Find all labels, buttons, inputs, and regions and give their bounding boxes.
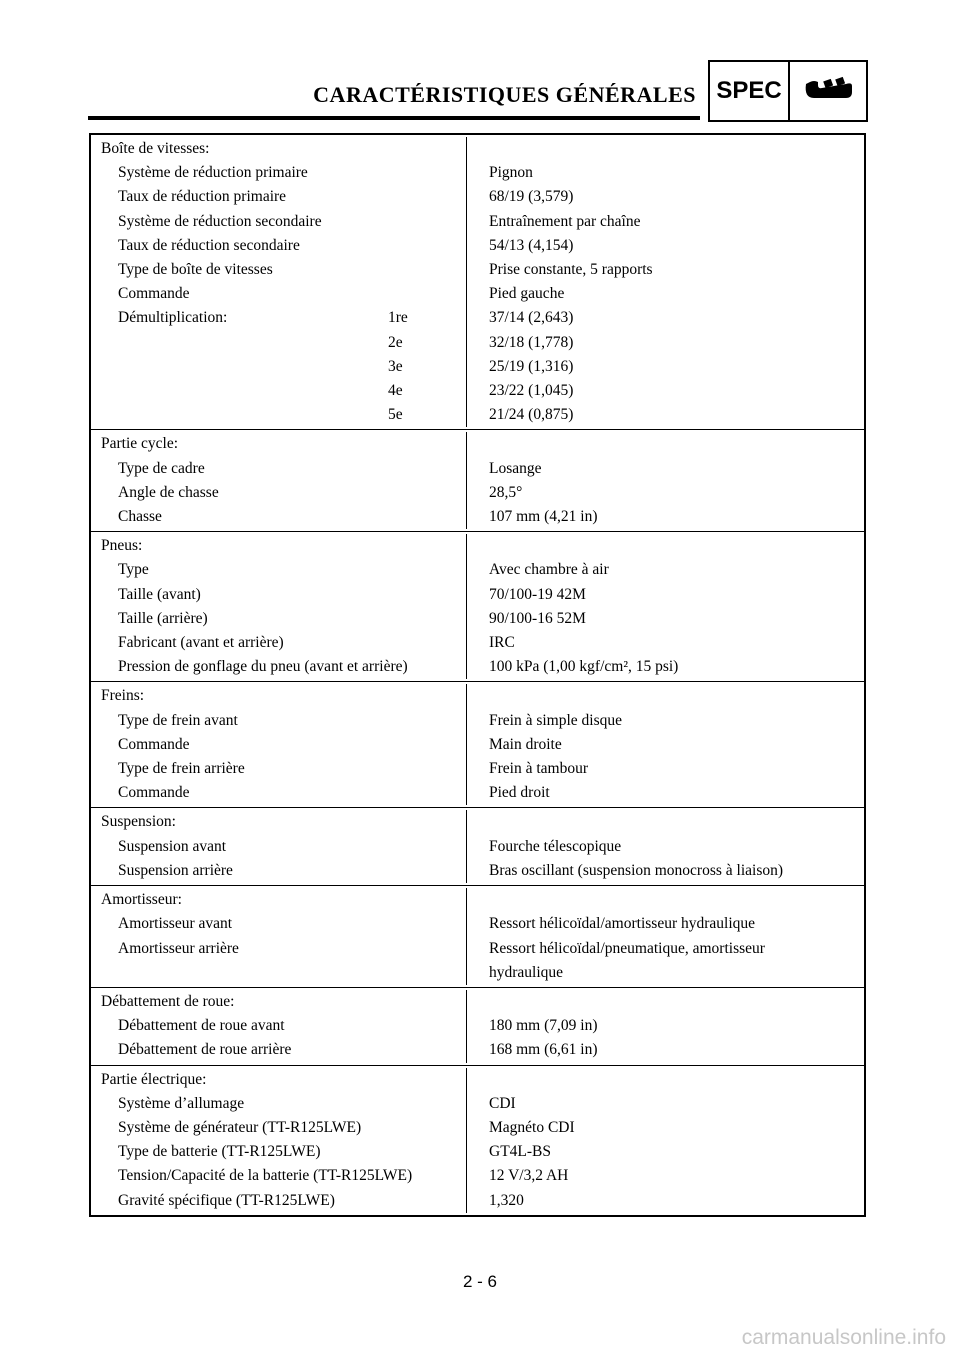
spec-section (91, 1065, 864, 1215)
spec-row (91, 505, 864, 529)
watermark: carmanualsonline.info (741, 1326, 946, 1349)
section-heading-cell (91, 888, 467, 912)
spec-row (91, 558, 864, 582)
spec-value: 12 V/3,2 AH (489, 1167, 569, 1185)
gear-label (388, 781, 466, 805)
spec-label-cell (91, 1092, 467, 1116)
spec-label-cell (91, 481, 467, 505)
spec-label-cell (91, 607, 467, 631)
spec-label-cell (91, 835, 467, 859)
wrench-icon (790, 62, 866, 120)
spec-label: Commande (118, 735, 190, 753)
spec-label-cell (91, 937, 467, 961)
gear-label (388, 481, 466, 505)
gear-label: 5e (388, 406, 403, 424)
spec-value: 21/24 (0,875) (489, 406, 574, 424)
spec-value: 1,320 (489, 1191, 524, 1209)
spec-row (91, 481, 864, 505)
spec-label-cell (91, 282, 467, 306)
spec-label: Pression de gonflage du pneu (avant et arrière) (118, 658, 408, 676)
section-heading: Freins: (101, 687, 145, 705)
spec-label (118, 961, 388, 985)
spec-label: Type de cadre (118, 459, 205, 477)
spec-label-cell (91, 161, 467, 185)
spec-value: 37/14 (2,643) (489, 309, 574, 327)
spec-row (91, 1092, 864, 1116)
spec-label-cell (91, 757, 467, 781)
spec-label: Amortisseur avant (118, 915, 233, 933)
spec-row (91, 403, 864, 427)
empty-value-cell (467, 534, 864, 558)
gear-label (388, 961, 466, 985)
spec-label: SPEC (710, 62, 790, 120)
spec-row (91, 733, 864, 757)
gear-label (388, 631, 466, 655)
spec-value: Ressort hélicoïdal/amortisseur hydraulique (489, 915, 756, 933)
spec-section (91, 885, 864, 987)
spec-label: Angle de chasse (118, 483, 219, 501)
gear-label (388, 1116, 466, 1140)
spec-label-cell (91, 403, 467, 427)
spec-value: Pied gauche (489, 285, 565, 303)
gear-label: 3e (388, 357, 403, 375)
spec-row (91, 234, 864, 258)
spec-row (91, 607, 864, 631)
spec-row (91, 912, 864, 936)
spec-label-cell (91, 258, 467, 282)
gear-label (388, 835, 466, 859)
spec-label-cell (91, 781, 467, 805)
spec-label: Système de réduction secondaire (118, 212, 322, 230)
spec-label (118, 331, 388, 355)
spec-row (91, 757, 864, 781)
section-heading-cell (91, 990, 467, 1014)
section-heading: Suspension: (101, 813, 176, 831)
spec-row (91, 709, 864, 733)
header-rule (88, 116, 700, 120)
gear-label (388, 161, 466, 185)
spec-value: 70/100-19 42M (489, 585, 586, 603)
gear-label (388, 1014, 466, 1038)
gear-label (388, 210, 466, 234)
spec-value: 23/22 (1,045) (489, 382, 574, 400)
spec-label-cell (91, 185, 467, 209)
spec-label: Gravité spécifique (TT-R125LWE) (118, 1191, 335, 1209)
spec-section (91, 531, 864, 681)
spec-label-cell (91, 558, 467, 582)
section-heading: Amortisseur: (101, 891, 182, 909)
gear-label (388, 1189, 466, 1213)
spec-label: Système d’allumage (118, 1094, 245, 1112)
gear-label (388, 709, 466, 733)
gear-label (388, 757, 466, 781)
spec-label-cell (91, 234, 467, 258)
spec-row (91, 306, 864, 330)
section-heading: Débattement de roue: (101, 992, 235, 1010)
spec-label: Tension/Capacité de la batterie (TT-R125LWE) (118, 1167, 413, 1185)
section-heading-cell (91, 432, 467, 456)
spec-section (91, 807, 864, 885)
spec-label-cell (91, 331, 467, 355)
spec-label: Débattement de roue arrière (118, 1041, 292, 1059)
section-heading: Partie cycle: (101, 435, 179, 453)
spec-value: IRC (489, 634, 515, 652)
section-heading-cell (91, 810, 467, 834)
spec-value: Frein à simple disque (489, 711, 623, 729)
spec-value: CDI (489, 1094, 516, 1112)
spec-label-cell (91, 631, 467, 655)
empty-value-cell (467, 888, 864, 912)
spec-label: Chasse (118, 508, 162, 526)
spec-value: Fourche télescopique (489, 837, 622, 855)
spec-label-cell (91, 1189, 467, 1213)
spec-table (89, 133, 866, 1217)
gear-label (388, 1092, 466, 1116)
section-heading-cell (91, 534, 467, 558)
spec-section (91, 681, 864, 807)
spec-value: GT4L-BS (489, 1143, 551, 1161)
spec-label-cell (91, 912, 467, 936)
spec-value: hydraulique (489, 963, 564, 981)
spec-value: Pied droit (489, 784, 550, 802)
spec-value: 68/19 (3,579) (489, 188, 574, 206)
spec-value: 32/18 (1,778) (489, 333, 574, 351)
spec-label: Type (118, 561, 149, 579)
spec-label: Type de frein avant (118, 711, 238, 729)
spec-label (118, 403, 388, 427)
gear-label (388, 1140, 466, 1164)
spec-row (91, 331, 864, 355)
spec-value: Main droite (489, 735, 562, 753)
gear-label (388, 234, 466, 258)
spec-value: Pignon (489, 164, 533, 182)
spec-value: Losange (489, 459, 542, 477)
gear-label (412, 1164, 466, 1188)
spec-label-cell (91, 733, 467, 757)
spec-value: 90/100-16 52M (489, 609, 586, 627)
spec-label-cell (91, 505, 467, 529)
spec-row (91, 457, 864, 481)
gear-label (388, 558, 466, 582)
page-number: 2 - 6 (462, 1272, 498, 1291)
empty-value-cell (467, 684, 864, 708)
spec-value: 168 mm (6,61 in) (489, 1041, 598, 1059)
section-heading-cell (91, 137, 467, 161)
spec-label: Démultiplication: (118, 309, 228, 327)
spec-value: Avec chambre à air (489, 561, 609, 579)
section-heading-row (91, 684, 864, 708)
gear-label (388, 282, 466, 306)
gear-label (388, 457, 466, 481)
section-heading-row (91, 432, 864, 456)
spec-row (91, 282, 864, 306)
spec-label: Type de frein arrière (118, 760, 245, 778)
spec-row (91, 655, 864, 679)
spec-row (91, 1164, 864, 1188)
section-heading: Partie électrique: (101, 1070, 207, 1088)
spec-value: Ressort hélicoïdal/pneumatique, amortisseur (489, 939, 765, 957)
spec-value: Prise constante, 5 rapports (489, 261, 653, 279)
spec-label-cell (91, 1116, 467, 1140)
spec-label: Commande (118, 784, 190, 802)
gear-label: 4e (388, 382, 403, 400)
gear-label (388, 583, 466, 607)
gear-label (388, 937, 466, 961)
spec-label: Type de boîte de vitesses (118, 261, 273, 279)
spec-row (91, 583, 864, 607)
spec-label-cell (91, 355, 467, 379)
spec-label-cell (91, 1140, 467, 1164)
spec-row (91, 937, 864, 961)
spec-label-cell (91, 655, 467, 679)
spec-value: 25/19 (1,316) (489, 357, 574, 375)
spec-value: Magnéto CDI (489, 1118, 575, 1136)
spec-label-cell (91, 210, 467, 234)
empty-value-cell (467, 990, 864, 1014)
spec-row (91, 379, 864, 403)
spec-label-cell (91, 379, 467, 403)
spec-value: 107 mm (4,21 in) (489, 508, 598, 526)
spec-label: Taille (arrière) (118, 609, 208, 627)
spec-label-cell (91, 457, 467, 481)
spec-section (91, 135, 864, 429)
spec-row (91, 781, 864, 805)
section-heading: Pneus: (101, 537, 143, 555)
gear-label (388, 912, 466, 936)
spec-label-cell (91, 1014, 467, 1038)
spec-row (91, 258, 864, 282)
spec-label-cell (91, 961, 467, 985)
spec-label: Fabricant (avant et arrière) (118, 634, 284, 652)
section-heading-cell (91, 684, 467, 708)
spec-value: 180 mm (7,09 in) (489, 1017, 598, 1035)
section-heading-row (91, 810, 864, 834)
gear-label (388, 185, 466, 209)
spec-row (91, 835, 864, 859)
spec-row (91, 859, 864, 883)
spec-row (91, 185, 864, 209)
spec-value: 100 kPa (1,00 kgf/cm², 15 psi) (489, 658, 679, 676)
spec-label: Système de réduction primaire (118, 164, 308, 182)
spec-label-cell (91, 306, 467, 330)
section-heading-row (91, 990, 864, 1014)
spec-row (91, 355, 864, 379)
empty-value-cell (467, 432, 864, 456)
spec-value: 28,5° (489, 483, 523, 501)
spec-label: Amortisseur arrière (118, 939, 239, 957)
spec-label-cell (91, 1038, 467, 1062)
gear-label (388, 859, 466, 883)
spec-label (118, 355, 388, 379)
section-heading-row (91, 888, 864, 912)
gear-label (408, 655, 466, 679)
gear-label (388, 1038, 466, 1062)
spec-row (91, 161, 864, 185)
section-heading-row (91, 137, 864, 161)
spec-row (91, 631, 864, 655)
spec-label-cell (91, 1164, 467, 1188)
spec-row (91, 1116, 864, 1140)
spec-label-cell (91, 583, 467, 607)
spec-label: Suspension arrière (118, 861, 233, 879)
spec-row (91, 1014, 864, 1038)
spec-row (91, 210, 864, 234)
spec-row (91, 961, 864, 985)
spec-label: Taux de réduction secondaire (118, 236, 300, 254)
spec-value: Bras oscillant (suspension monocross à liaison) (489, 861, 784, 879)
spec-label: Type de batterie (TT-R125LWE) (118, 1143, 321, 1161)
gear-label (388, 733, 466, 757)
empty-value-cell (467, 810, 864, 834)
spec-label: Taux de réduction primaire (118, 188, 287, 206)
spec-row (91, 1140, 864, 1164)
empty-value-cell (467, 1068, 864, 1092)
page-header (88, 60, 868, 124)
gear-label (388, 258, 466, 282)
spec-label: Commande (118, 285, 190, 303)
empty-value-cell (467, 137, 864, 161)
page-title: CARACTÉRISTIQUES GÉNÉRALES (313, 82, 696, 107)
spec-value: Entraînement par chaîne (489, 212, 641, 230)
spec-badge (708, 60, 868, 122)
spec-section (91, 429, 864, 531)
spec-label-cell (91, 709, 467, 733)
gear-label: 1re (388, 309, 408, 327)
spec-value: Frein à tambour (489, 760, 589, 778)
spec-label (118, 379, 388, 403)
spec-label-cell (91, 859, 467, 883)
gear-label: 2e (388, 333, 403, 351)
spec-row (91, 1038, 864, 1062)
section-heading-row (91, 534, 864, 558)
spec-section (91, 987, 864, 1065)
spec-label: Débattement de roue avant (118, 1017, 285, 1035)
section-heading-row (91, 1068, 864, 1092)
spec-label: Taille (avant) (118, 585, 201, 603)
spec-value: 54/13 (4,154) (489, 236, 574, 254)
section-heading-cell (91, 1068, 467, 1092)
spec-label: Suspension avant (118, 837, 227, 855)
spec-label: Système de générateur (TT-R125LWE) (118, 1118, 362, 1136)
section-heading: Boîte de vitesses: (101, 140, 210, 157)
spec-row (91, 1189, 864, 1213)
gear-label (388, 607, 466, 631)
gear-label (388, 505, 466, 529)
